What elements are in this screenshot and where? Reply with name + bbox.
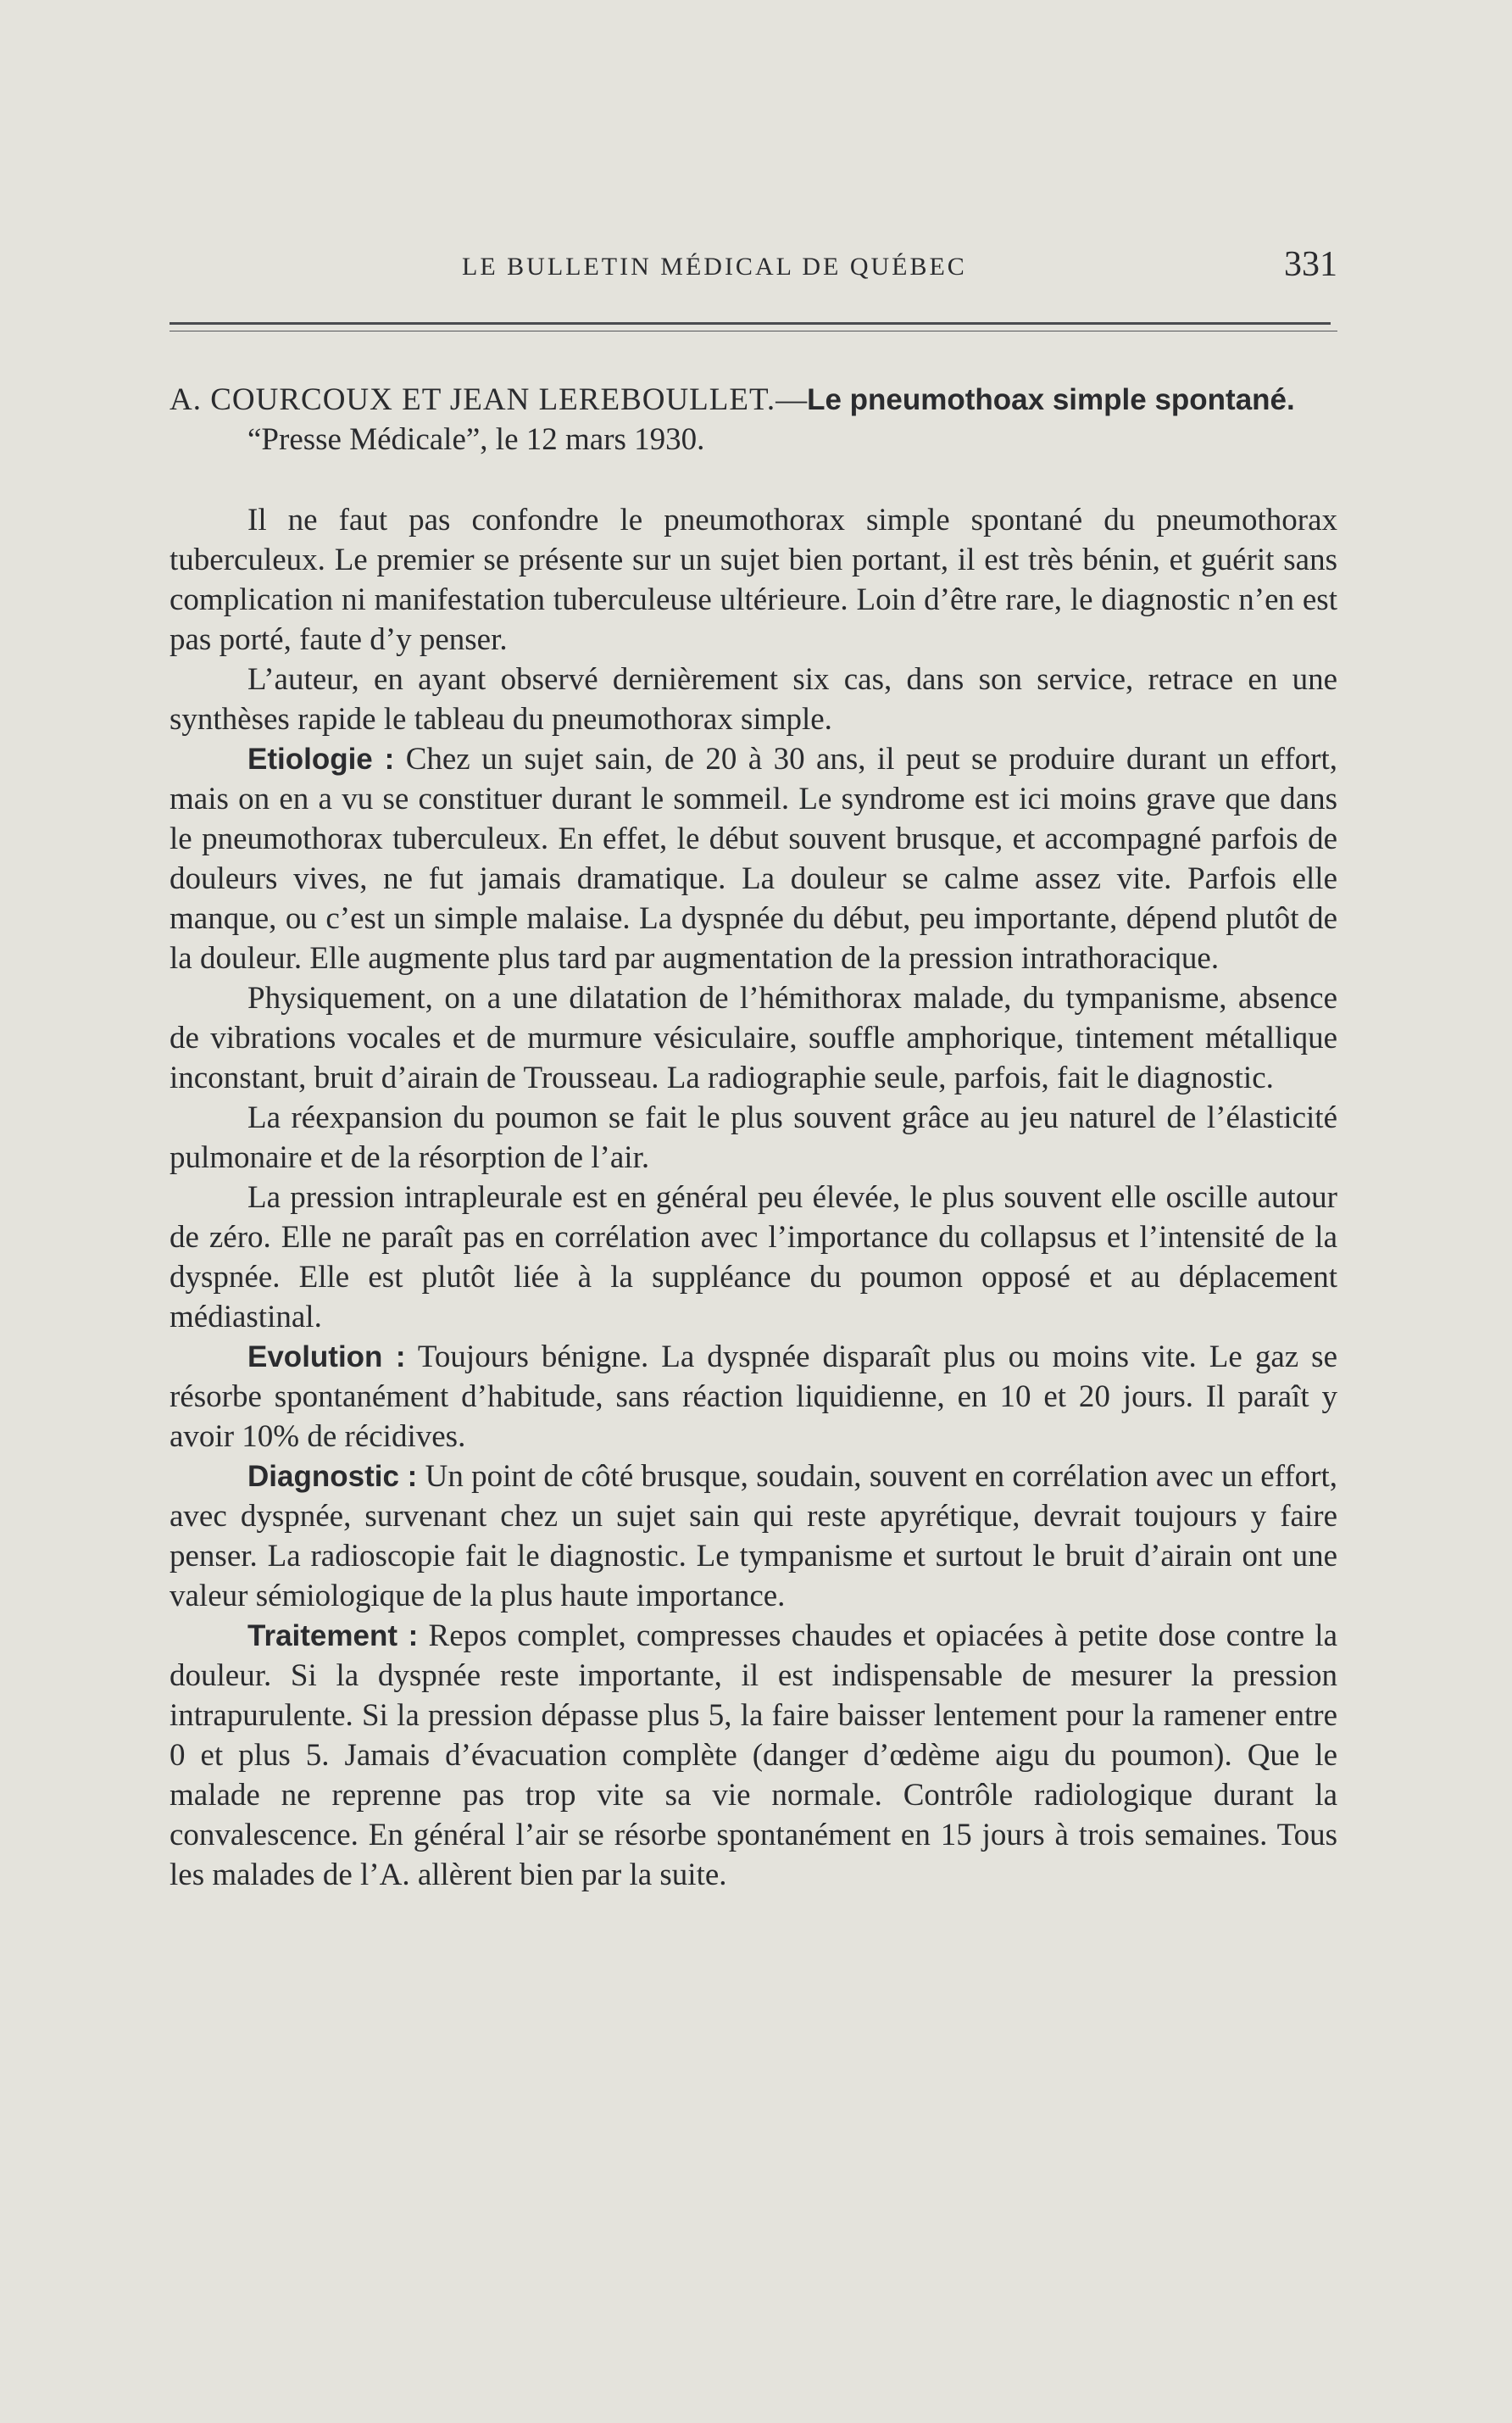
paragraph-pression: La pression intrapleurale est en général peu élevée, le plus souvent elle oscille autour de zéro. Elle ne paraît pas en corrélation avec l’importance du collapsus et l’intensité de la dyspnée. Elle est plutôt liée à la suppléance du poumon opposé et au déplacement médiastinal. — [170, 1180, 1337, 1334]
section-lead-traitement: Traitement : — [247, 1619, 419, 1652]
paragraph-physique: Physiquement, on a une dilatation de l’hémithorax malade, du tympanisme, absence de vibrations vocales et de murmure vésiculaire, souffle amphorique, tintement métallique inconstant, bruit d’airain de Trousseau. La radiographie seule, parfois, fait le diagnostic. — [170, 981, 1337, 1095]
paragraph-intro: Il ne faut pas confondre le pneumothorax simple spontané du pneumothorax tuberculeux. Le premier se présente sur un sujet bien portant, il est très bénin, et guérit sans complication ni manifestation tuberculeuse ultérieure. Loin d’être rare, le diagnostic n’en est pas porté, faute d’y penser. — [170, 503, 1337, 657]
paragraph-diagnostic-text: Un point de côté brusque, soudain, souvent en corrélation avec un effort, avec dyspnée, survenant chez un sujet sain qui reste apyrétique, devrait toujours y faire penser. La radioscopie fait le diagnostic. Le tympanisme et surtout le bruit d’airain ont une valeur sémiologique de la plus haute importance. — [170, 1459, 1338, 1613]
header-rule-thick — [170, 322, 1331, 325]
citation-authors: A. COURCOUX ET JEAN LEREBOULLET. — [170, 382, 776, 417]
paragraph-evolution — [170, 1337, 1337, 1457]
page-header — [170, 244, 1337, 295]
paragraph-diagnostic — [170, 1457, 1337, 1616]
citation-source: “Presse Médicale”, le 12 mars 1930. — [247, 422, 705, 457]
paragraph-etiologie — [170, 739, 1337, 978]
paragraph-evolution-text: Toujours bénigne. La dyspnée disparaît plus ou moins vite. Le gaz se résorbe spontanément d’habitude, sans réaction liquidienne, en 10 et 20 jours. Il paraît y avoir 10% de récidives. — [170, 1340, 1337, 1454]
article — [170, 380, 1337, 1895]
running-title: LE BULLETIN MÉDICAL DE QUÉBEC — [462, 253, 967, 281]
paragraph-traitement-text: Repos complet, compresses chaudes et opiacées à petite dose contre la douleur. Si la dyspnée reste importante, il est indispensable de mesurer la pression intrapurulente. Si la pression dépasse plus 5, la faire baisser lentement pour la ramener entre 0 et plus 5. Jamais d’évacuation complète (danger d’œdème aigu du poumon). Que le malade ne reprenne pas trop vite sa vie normale. Contrôle radiologique durant la convalescence. En général l’air se résorbe spontanément en 15 jours à trois semaines. Tous les malades de l’A. allèrent bien par la suite. — [170, 1618, 1337, 1892]
section-lead-diagnostic: Diagnostic : — [247, 1460, 418, 1493]
paragraph-etiologie-text: Chez un sujet sain, de 20 à 30 ans, il peut se produire durant un effort, mais on en a vu se constituer durant le sommeil. Le syndrome est ici moins grave que dans le pneumothorax tuberculeux. En effet, le début souvent brusque, et accompagné parfois de douleurs vives, ne fut jamais dramatique. La douleur se calme assez vite. Parfois elle manque, ou c’est un simple malaise. La dyspnée du début, peu importante, dépend plutôt de la douleur. Elle augmente plus tard par augmentation de la pression intrathoracique. — [170, 742, 1338, 976]
section-lead-etiologie: Etiologie : — [247, 743, 395, 776]
section-lead-evolution: Evolution : — [247, 1340, 406, 1373]
citation — [170, 380, 1337, 460]
paragraph-traitement — [170, 1616, 1337, 1895]
citation-title: Le pneumothoax simple spontané. — [807, 383, 1295, 416]
paragraph-author: L’auteur, en ayant observé dernièrement six cas, dans son service, retrace en une synthèses rapide le tableau du pneumothorax simple. — [170, 662, 1337, 737]
citation-dash: — — [775, 382, 808, 417]
page-number: 331 — [1284, 245, 1337, 284]
paragraph-reexpansion: La réexpansion du poumon se fait le plus souvent grâce au jeu naturel de l’élasticité pulmonaire et de la résorption de l’air. — [170, 1100, 1337, 1175]
